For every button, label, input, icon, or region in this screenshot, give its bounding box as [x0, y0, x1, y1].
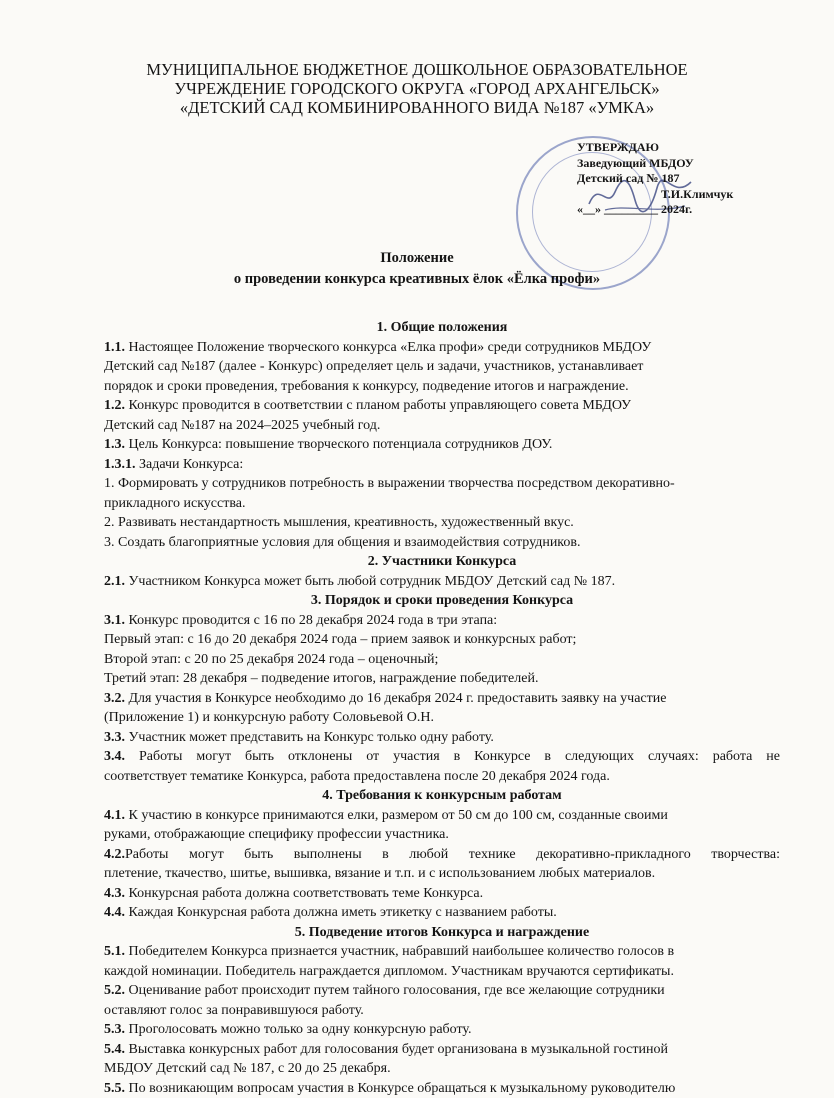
clause-text: руками, отображающие специфику профессии участника. [104, 827, 449, 842]
body-line [104, 864, 780, 884]
document-title-line: о проведении конкурса креативных ёлок «Ёлка профи» [0, 269, 834, 290]
body-line [104, 650, 780, 670]
body-line [104, 611, 780, 631]
clause-text: Третий этап: 28 декабря – подведение итогов, награждение победителей. [104, 671, 538, 686]
section-heading: 3. Порядок и сроки проведения Конкурса [104, 591, 780, 611]
clause-text: Проголосовать можно только за одну конкурсную работу. [125, 1022, 472, 1037]
clause-text: К участию в конкурсе принимаются елки, размером от 50 см до 100 см, созданные своими [125, 808, 668, 823]
org-header [0, 60, 834, 117]
body-line [104, 533, 780, 553]
body-line [104, 338, 780, 358]
clause-text: соответствует тематике Конкурса, работа предоставлена после 20 декабря 2024 года. [104, 769, 610, 784]
clause-number: 4.4. [104, 905, 125, 920]
clause-text: Второй этап: с 20 по 25 декабря 2024 года – оценочный; [104, 652, 438, 667]
body-line [104, 825, 780, 845]
body-line [104, 689, 780, 709]
clause-number: 5.5. [104, 1081, 125, 1096]
clause-text: Конкурсная работа должна соответствовать теме Конкурса. [125, 886, 483, 901]
clause-number: 1.3.1. [104, 457, 136, 472]
clause-text: каждой номинации. Победитель награждается дипломом. Участникам вручаются сертификаты. [104, 964, 674, 979]
clause-text: Задачи Конкурса: [136, 457, 244, 472]
document-title [0, 248, 834, 290]
approval-block [577, 140, 807, 218]
body-line [104, 513, 780, 533]
clause-text: Конкурс проводится в соответствии с планом работы управляющего совета МБДОУ [125, 398, 631, 413]
clause-text: 2. Развивать нестандартность мышления, креативность, художественный вкус. [104, 515, 574, 530]
clause-text: прикладного искусства. [104, 496, 246, 511]
body-line [104, 962, 780, 982]
clause-number: 3.2. [104, 691, 125, 706]
body-line [104, 903, 780, 923]
section-heading: 1. Общие положения [104, 318, 780, 338]
body-line [104, 1059, 780, 1079]
clause-text: Выставка конкурсных работ для голосования будет организована в музыкальной гостиной [125, 1042, 668, 1057]
clause-text: Работы могут быть выполнены в любой технике декоративно-прикладного творчества: [125, 847, 780, 862]
clause-number: 2.1. [104, 574, 125, 589]
clause-text: Участник может представить на Конкурс только одну работу. [125, 730, 494, 745]
body-line [104, 377, 780, 397]
approval-position: Заведующий МБДОУ [577, 156, 807, 172]
clause-text: Цель Конкурса: повышение творческого потенциала сотрудников ДОУ. [125, 437, 552, 452]
body-line [104, 1079, 780, 1098]
clause-text: Победителем Конкурса признается участник, набравший наибольшее количество голосов в [125, 944, 674, 959]
body-line [104, 1040, 780, 1060]
clause-text: МБДОУ Детский сад № 187, с 20 до 25 декабря. [104, 1061, 391, 1076]
clause-text: По возникающим вопросам участия в Конкурсе обращаться к музыкальному руководителю [125, 1081, 675, 1096]
clause-number: 4.1. [104, 808, 125, 823]
body-line [104, 396, 780, 416]
body-line [104, 669, 780, 689]
body-line [104, 416, 780, 436]
clause-number: 1.2. [104, 398, 125, 413]
document-title-line: Положение [0, 248, 834, 269]
clause-text: Для участия в Конкурсе необходимо до 16 декабря 2024 г. предоставить заявку на участие [125, 691, 666, 706]
clause-text: Детский сад №187 на 2024–2025 учебный год. [104, 418, 380, 433]
body-line [104, 494, 780, 514]
approval-org: Детский сад № 187 [577, 171, 807, 187]
section-heading: 2. Участники Конкурса [104, 552, 780, 572]
body-line [104, 845, 780, 865]
clause-text: Детский сад №187 (далее - Конкурс) определяет цель и задачи, участников, устанавливает [104, 359, 643, 374]
org-header-line: МУНИЦИПАЛЬНОЕ БЮДЖЕТНОЕ ДОШКОЛЬНОЕ ОБРАЗОВАТЕЛЬНОЕ [0, 60, 834, 79]
clause-number: 5.4. [104, 1042, 125, 1057]
body-line [104, 630, 780, 650]
clause-text: Работы могут быть отклонены от участия в Конкурсе в следующих случаях: работа не [125, 749, 780, 764]
clause-text: Участником Конкурса может быть любой сотрудник МБДОУ Детский сад № 187. [125, 574, 615, 589]
clause-number: 3.4. [104, 749, 125, 764]
org-header-line: «ДЕТСКИЙ САД КОМБИНИРОВАННОГО ВИДА №187 «УМКА» [0, 98, 834, 117]
clause-number: 5.1. [104, 944, 125, 959]
org-header-line: УЧРЕЖДЕНИЕ ГОРОДСКОГО ОКРУГА «ГОРОД АРХАНГЕЛЬСК» [0, 79, 834, 98]
body-line [104, 455, 780, 475]
clause-number: 1.1. [104, 340, 125, 355]
clause-text: Настоящее Положение творческого конкурса «Елка профи» среди сотрудников МБДОУ [125, 340, 651, 355]
section-heading: 4. Требования к конкурсным работам [104, 786, 780, 806]
clause-text: Первый этап: с 16 до 20 декабря 2024 года – прием заявок и конкурсных работ; [104, 632, 576, 647]
clause-text: порядок и сроки проведения, требования к конкурсу, подведение итогов и награждение. [104, 379, 629, 394]
clause-text: Каждая Конкурсная работа должна иметь этикетку с названием работы. [125, 905, 557, 920]
section-heading: 5. Подведение итогов Конкурса и награждение [104, 923, 780, 943]
body-line [104, 767, 780, 787]
body-line [104, 357, 780, 377]
body-line [104, 572, 780, 592]
body-line [104, 747, 780, 767]
clause-number: 4.2. [104, 847, 125, 862]
clause-text: плетение, ткачество, шитье, вышивка, вязание и т.п. и с использованием любых материалов. [104, 866, 655, 881]
body-line [104, 474, 780, 494]
clause-number: 3.1. [104, 613, 125, 628]
clause-text: Оценивание работ происходит путем тайного голосования, где все желающие сотрудники [125, 983, 665, 998]
clause-number: 5.2. [104, 983, 125, 998]
body-line [104, 435, 780, 455]
clause-text: 1. Формировать у сотрудников потребность в выражении творчества посредством декоративно- [104, 476, 675, 491]
clause-text: 3. Создать благоприятные условия для общения и взаимодействия сотрудников. [104, 535, 581, 550]
document-body [104, 318, 780, 1098]
body-line [104, 1020, 780, 1040]
body-line [104, 942, 780, 962]
body-line [104, 806, 780, 826]
clause-text: Конкурс проводится с 16 по 28 декабря 2024 года в три этапа: [125, 613, 497, 628]
approval-date: «__» _________ 2024г. [577, 202, 807, 218]
body-line [104, 728, 780, 748]
clause-number: 4.3. [104, 886, 125, 901]
approval-title: УТВЕРЖДАЮ [577, 140, 807, 156]
clause-number: 3.3. [104, 730, 125, 745]
body-line [104, 981, 780, 1001]
clause-text: оставляют голос за понравившуюся работу. [104, 1003, 364, 1018]
clause-number: 1.3. [104, 437, 125, 452]
body-line [104, 884, 780, 904]
clause-number: 5.3. [104, 1022, 125, 1037]
body-line [104, 1001, 780, 1021]
approval-signer-name: Т.И.Климчук [577, 187, 807, 203]
clause-text: (Приложение 1) и конкурсную работу Соловьевой О.Н. [104, 710, 434, 725]
body-line [104, 708, 780, 728]
